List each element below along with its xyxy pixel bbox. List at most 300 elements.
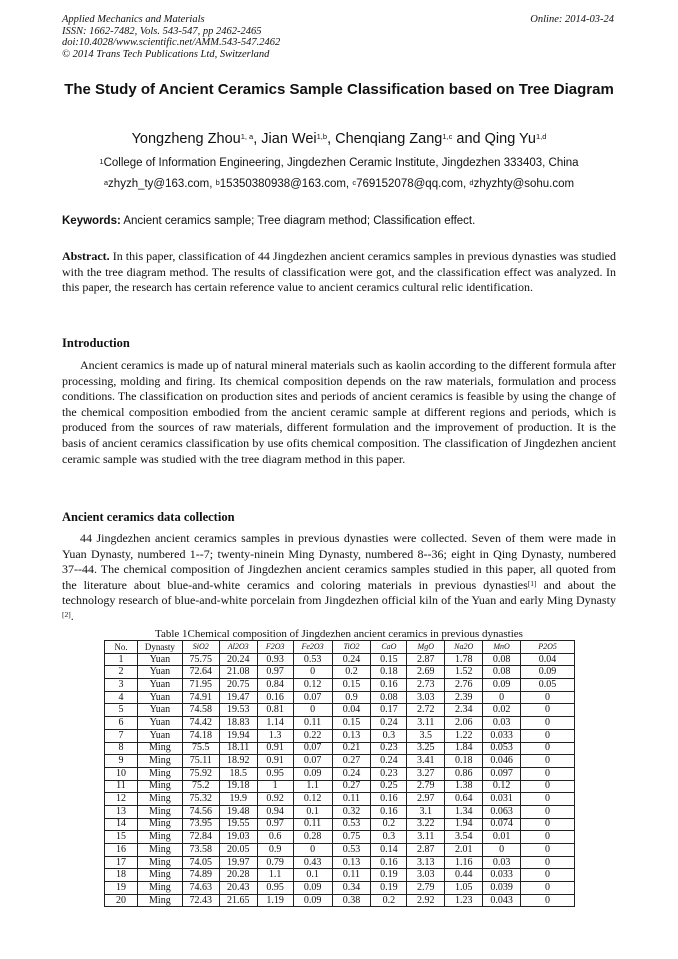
table-row (105, 767, 575, 780)
abstract: Abstract. In this paper, classification of 44 Jingdezhen ancient ceramics samples in previous dynasties was studied with the tree diagram method. The results of classification were got, and the classification effect was analyzed. In this paper, the research has certain reference value to ancient ceramics cultural relic identification. (62, 249, 616, 295)
table-cell: 0.04 (521, 653, 575, 666)
table-cell: 0.033 (483, 729, 521, 742)
author-affiliation-mark: 1,c (442, 132, 453, 141)
table-cell: 18.92 (219, 755, 257, 768)
table-cell: 3.13 (407, 856, 445, 869)
table-cell: 0.16 (371, 793, 407, 806)
table-cell: 0.2 (371, 894, 407, 907)
table-cell: Ming (137, 831, 182, 844)
keywords-label: Keywords: (62, 215, 121, 227)
table-cell: 1.38 (445, 780, 483, 793)
table-cell: 0.08 (483, 653, 521, 666)
table-row (105, 882, 575, 895)
table-cell: 0.9 (257, 844, 293, 857)
table-row (105, 894, 575, 907)
table-cell: 0.34 (332, 882, 371, 895)
table-cell: Yuan (137, 729, 182, 742)
table-cell: 0.13 (332, 856, 371, 869)
table-cell: 72.43 (182, 894, 219, 907)
table-cell: 2.73 (407, 679, 445, 692)
table-cell: 0.21 (332, 742, 371, 755)
table-cell: 0.07 (293, 691, 332, 704)
table-row (105, 869, 575, 882)
table-cell: 0.12 (293, 793, 332, 806)
citation-ref[interactable]: [2] (62, 609, 71, 619)
data-collection-paragraph: 44 Jingdezhen ancient ceramics samples in previous dynasties were collected. Seven of them were made in Yuan Dynasty, numbered 1--7; twenty-ninein Ming Dynasty, numbered 8--36; eight in Qing Dynasty, numbered 37--44. The chemical composition of Jingdezhen ancient ceramics samples studied in this paper, all quoted from the literature about blue-and-white ceramics and coloring materials in previous dynasties[1] and about the technology research of blue-and-white porcelain from Jingdezhen official kiln of the Yuan and early Ming Dynasty [2]. (62, 531, 616, 623)
table-cell: Yuan (137, 691, 182, 704)
table-cell: 75.2 (182, 780, 219, 793)
table-cell: 2 (105, 666, 138, 679)
table-cell: 0.94 (257, 805, 293, 818)
table-row (105, 844, 575, 857)
table-cell: 75.11 (182, 755, 219, 768)
column-header: SiO2 (182, 641, 219, 654)
author-affiliation-mark: 1,b (316, 132, 328, 141)
table-cell: 0 (521, 894, 575, 907)
table-cell: 0.09 (521, 666, 575, 679)
table-cell: 0.24 (371, 717, 407, 730)
author-emails: $^a$zhyzh_ty@163.com, $^b$15350380938@163.com, $^c$769152078@qq.com, $^d$zhyzhty@sohu.com (103, 178, 575, 190)
author-affiliation-mark: 1, a (240, 132, 254, 141)
email-link[interactable]: 15350380938@163.com (219, 178, 346, 190)
author-name: Jian Wei (261, 131, 317, 147)
table-cell: 1.23 (445, 894, 483, 907)
table-row (105, 805, 575, 818)
table-cell: 3.03 (407, 869, 445, 882)
table-cell: 4 (105, 691, 138, 704)
table-cell: 12 (105, 793, 138, 806)
issn-line: ISSN: 1662-7482, Vols. 543-547, pp 2462-2465 (62, 25, 262, 37)
table-cell: 0.53 (293, 653, 332, 666)
table-cell: Ming (137, 742, 182, 755)
table-cell: 0.11 (293, 717, 332, 730)
author-name: Yongzheng Zhou (131, 131, 241, 147)
table-row (105, 793, 575, 806)
table-cell: 0.07 (293, 742, 332, 755)
table-cell: 19.47 (219, 691, 257, 704)
table-cell: Yuan (137, 679, 182, 692)
abstract-label: Abstract. (62, 249, 110, 263)
table-cell: 0.03 (483, 717, 521, 730)
table-row (105, 755, 575, 768)
column-header: Fe2O3 (293, 641, 332, 654)
table-cell: 11 (105, 780, 138, 793)
table-cell: 2.34 (445, 704, 483, 717)
table-cell: 75.92 (182, 767, 219, 780)
table-cell: 18.5 (219, 767, 257, 780)
table-cell: 74.05 (182, 856, 219, 869)
table-row (105, 856, 575, 869)
email-link[interactable]: 769152078@qq.com (356, 178, 464, 190)
table-cell: 0.93 (257, 653, 293, 666)
table-row (105, 691, 575, 704)
table-cell: 0.3 (371, 729, 407, 742)
table-cell: 0.9 (332, 691, 371, 704)
table-cell: 1.78 (445, 653, 483, 666)
affiliation: $^1$College of Information Engineering, Jingdezhen Ceramic Institute, Jingdezhen 333403, China (99, 157, 579, 169)
table-row (105, 653, 575, 666)
table-cell: 19.53 (219, 704, 257, 717)
table-cell: 0 (521, 882, 575, 895)
table-cell: 0.033 (483, 869, 521, 882)
table-cell: 0.24 (371, 755, 407, 768)
table-cell: 1 (105, 653, 138, 666)
table-cell: 0.19 (371, 882, 407, 895)
table-cell: 0 (483, 691, 521, 704)
table-cell: 2.06 (445, 717, 483, 730)
column-header: TiO2 (332, 641, 371, 654)
table-cell: 74.56 (182, 805, 219, 818)
table-cell: 13 (105, 805, 138, 818)
table-cell: 1.19 (257, 894, 293, 907)
column-header: Dynasty (137, 641, 182, 654)
table-cell: 0.09 (293, 882, 332, 895)
table-cell: 1 (257, 780, 293, 793)
table-cell: 19.97 (219, 856, 257, 869)
table-cell: 0 (521, 831, 575, 844)
paper-title: The Study of Ancient Ceramics Sample Classification based on Tree Diagram (64, 81, 614, 98)
table-cell: 0.04 (332, 704, 371, 717)
table-cell: 0.23 (371, 742, 407, 755)
table-cell: 3.25 (407, 742, 445, 755)
table-cell: Ming (137, 780, 182, 793)
table-row (105, 742, 575, 755)
table-row (105, 679, 575, 692)
table-cell: 0.84 (257, 679, 293, 692)
table-cell: 3 (105, 679, 138, 692)
table-cell: 1.34 (445, 805, 483, 818)
table-cell: 1.22 (445, 729, 483, 742)
table-cell: 1.52 (445, 666, 483, 679)
table-cell: 20.43 (219, 882, 257, 895)
table-cell: 0.16 (371, 679, 407, 692)
table-cell: 21.65 (219, 894, 257, 907)
table-cell: 75.32 (182, 793, 219, 806)
column-header: MgO (407, 641, 445, 654)
table-cell: 0.95 (257, 767, 293, 780)
table-cell: Ming (137, 882, 182, 895)
table-cell: 8 (105, 742, 138, 755)
table-cell: 74.18 (182, 729, 219, 742)
table-cell: Yuan (137, 653, 182, 666)
table-caption: Table 1Chemical composition of Jingdezhen ancient ceramics in previous dynasties (155, 628, 523, 640)
table-cell: 16 (105, 844, 138, 857)
table-cell: 71.95 (182, 679, 219, 692)
table-cell: 0.23 (371, 767, 407, 780)
table-cell: 0 (521, 755, 575, 768)
table-cell: 18 (105, 869, 138, 882)
table-cell: 0.15 (371, 653, 407, 666)
column-header: CaO (371, 641, 407, 654)
journal-header (62, 14, 280, 60)
table-cell: 20 (105, 894, 138, 907)
table-cell: 19.55 (219, 818, 257, 831)
table-cell: 18.83 (219, 717, 257, 730)
table-cell: 0.08 (483, 666, 521, 679)
table-cell: 1.84 (445, 742, 483, 755)
table-cell: 0.91 (257, 742, 293, 755)
table-cell: 0.92 (257, 793, 293, 806)
table-cell: 2.97 (407, 793, 445, 806)
section-heading-data-collection: Ancient ceramics data collection (62, 510, 235, 524)
table-cell: 0.53 (332, 818, 371, 831)
table-cell: 0.24 (332, 767, 371, 780)
table-cell: 7 (105, 729, 138, 742)
table-cell: 19.9 (219, 793, 257, 806)
table-cell: 20.24 (219, 653, 257, 666)
table-cell: 0 (521, 780, 575, 793)
table-cell: 0 (521, 856, 575, 869)
table-cell: 2.79 (407, 882, 445, 895)
table-cell: 0.91 (257, 755, 293, 768)
table-cell: 0.05 (521, 679, 575, 692)
table-cell: 0.18 (371, 666, 407, 679)
table-cell: 21.08 (219, 666, 257, 679)
table-cell: 0.12 (483, 780, 521, 793)
table-cell: 5 (105, 704, 138, 717)
table-cell: 2.39 (445, 691, 483, 704)
table-cell: 0 (521, 818, 575, 831)
table-cell: 0 (293, 704, 332, 717)
table-cell: 0.19 (371, 869, 407, 882)
table-cell: Ming (137, 805, 182, 818)
table-cell: 19 (105, 882, 138, 895)
table-cell: 20.05 (219, 844, 257, 857)
column-header: Na2O (445, 641, 483, 654)
table-cell: 19.03 (219, 831, 257, 844)
column-header: Al2O3 (219, 641, 257, 654)
email-link[interactable]: zhyzhty@sohu.com (473, 178, 575, 190)
keywords: Keywords: Ancient ceramics sample; Tree diagram method; Classification effect. (62, 215, 476, 227)
table-cell: Ming (137, 755, 182, 768)
table-cell: 0 (521, 742, 575, 755)
table-cell: 2.69 (407, 666, 445, 679)
table-cell: 0.09 (293, 894, 332, 907)
table-cell: 0.03 (483, 856, 521, 869)
table-cell: 0 (293, 844, 332, 857)
table-cell: 0.81 (257, 704, 293, 717)
table-cell: 0 (521, 805, 575, 818)
table-cell: 0.3 (371, 831, 407, 844)
table-cell: 0.86 (445, 767, 483, 780)
table-cell: 0.14 (371, 844, 407, 857)
table-cell: 0.15 (332, 717, 371, 730)
table-row (105, 818, 575, 831)
table-cell: 0.031 (483, 793, 521, 806)
table-cell: Ming (137, 767, 182, 780)
table-cell: 0.01 (483, 831, 521, 844)
table-cell: 19.18 (219, 780, 257, 793)
table-cell: 0 (483, 844, 521, 857)
email-link[interactable]: zhyzh_ty@163.com (108, 178, 210, 190)
table-cell: 2.01 (445, 844, 483, 857)
table-cell: 0.12 (293, 679, 332, 692)
column-header: No. (105, 641, 138, 654)
table-cell: 0.28 (293, 831, 332, 844)
table-cell: 14 (105, 818, 138, 831)
table-cell: 2.87 (407, 844, 445, 857)
citation-ref[interactable]: [1] (527, 578, 537, 588)
doi-line: doi:10.4028/www.scientific.net/AMM.543-547.2462 (62, 37, 281, 48)
copyright-line: © 2014 Trans Tech Publications Ltd, Switzerland (62, 48, 270, 60)
table-cell: 3.22 (407, 818, 445, 831)
table-cell: 3.1 (407, 805, 445, 818)
table-cell: 1.1 (293, 780, 332, 793)
table-cell: 0.2 (332, 666, 371, 679)
table-cell: 3.5 (407, 729, 445, 742)
table-cell: 0.43 (293, 856, 332, 869)
table-cell: 2.92 (407, 894, 445, 907)
table-cell: 0 (521, 767, 575, 780)
composition-table (104, 640, 575, 907)
table-cell: 3.11 (407, 831, 445, 844)
table-cell: 0.16 (371, 805, 407, 818)
table-cell: 74.63 (182, 882, 219, 895)
table-cell: 0.08 (371, 691, 407, 704)
table-cell: 0.1 (293, 805, 332, 818)
table-cell: 2.72 (407, 704, 445, 717)
table-cell: 0.24 (332, 653, 371, 666)
column-header: F2O3 (257, 641, 293, 654)
table-cell: Yuan (137, 704, 182, 717)
table-cell: 0 (521, 793, 575, 806)
table-cell: 0.063 (483, 805, 521, 818)
table-cell: 2.87 (407, 653, 445, 666)
table-cell: 75.5 (182, 742, 219, 755)
table-cell: 74.89 (182, 869, 219, 882)
table-cell: 1.05 (445, 882, 483, 895)
table-cell: 3.54 (445, 831, 483, 844)
table-cell: 0.27 (332, 780, 371, 793)
table-cell: 0.16 (257, 691, 293, 704)
table-row (105, 704, 575, 717)
table-cell: 0.32 (332, 805, 371, 818)
table-cell: 0.074 (483, 818, 521, 831)
table-cell: 0.38 (332, 894, 371, 907)
table-cell: 1.14 (257, 717, 293, 730)
author-affiliation-mark: 1,d (535, 132, 547, 141)
table-cell: 0 (521, 717, 575, 730)
table-cell: 0.09 (483, 679, 521, 692)
table-cell: 0.13 (332, 729, 371, 742)
table-cell: 0.15 (332, 679, 371, 692)
table-cell: Ming (137, 894, 182, 907)
table-cell: 2.79 (407, 780, 445, 793)
table-cell: 0.17 (371, 704, 407, 717)
table-cell: 74.91 (182, 691, 219, 704)
table-cell: 0.44 (445, 869, 483, 882)
table-cell: 0.18 (445, 755, 483, 768)
table-cell: 18.11 (219, 742, 257, 755)
table-cell: 0.043 (483, 894, 521, 907)
table-row (105, 780, 575, 793)
table-cell: 0.25 (371, 780, 407, 793)
table-cell: 1.16 (445, 856, 483, 869)
table-cell: 3.27 (407, 767, 445, 780)
introduction-paragraph: Ancient ceramics is made up of natural mineral materials such as kaolin according to the different formula after processing, molding and firing. Its chemical composition depends on the raw materials, formulation and process conditions. The classification on production sites and periods of ancient ceramics is feasible by using the change of the chemical composition embodied from the ancient ceramic sample at different regions and periods, which is produced from the sources of raw materials, different formulation and the improvement of production. It is the basis of ancient ceramics classification by use ofits chemical composition. The classification of Jingdezhen ancient ceramic sample was studied with the tree diagram method in this paper. (62, 358, 616, 466)
table-cell: 15 (105, 831, 138, 844)
table-cell: 0.11 (332, 793, 371, 806)
table-cell: 6 (105, 717, 138, 730)
author-list: Yongzheng Zhou$^{1, a}$, Jian Wei$^{1,b}$, Chenqiang Zang$^{1,c}$ and Qing Yu$^{1,d}$ (131, 131, 547, 147)
table-cell: 75.75 (182, 653, 219, 666)
table-cell: 1.94 (445, 818, 483, 831)
table-cell: 0.27 (332, 755, 371, 768)
author-name: Chenqiang Zang (335, 131, 443, 147)
table-row (105, 666, 575, 679)
journal-name: Applied Mechanics and Materials (62, 14, 205, 25)
table-cell: 0 (521, 869, 575, 882)
table-cell: 20.28 (219, 869, 257, 882)
table-cell: 0.64 (445, 793, 483, 806)
table-cell: 9 (105, 755, 138, 768)
table-cell: 0.97 (257, 666, 293, 679)
table-cell: 72.64 (182, 666, 219, 679)
table-cell: 0.97 (257, 818, 293, 831)
table-cell: 0.097 (483, 767, 521, 780)
table-cell: 74.42 (182, 717, 219, 730)
table-cell: 2.76 (445, 679, 483, 692)
table-cell: 0.07 (293, 755, 332, 768)
table-cell: 0.95 (257, 882, 293, 895)
table-cell: 3.41 (407, 755, 445, 768)
table-cell: Yuan (137, 717, 182, 730)
table-cell: Ming (137, 869, 182, 882)
table-cell: 0.1 (293, 869, 332, 882)
table-cell: 1.3 (257, 729, 293, 742)
table-cell: 19.48 (219, 805, 257, 818)
table-cell: 19.94 (219, 729, 257, 742)
table-cell: Ming (137, 818, 182, 831)
section-heading-introduction: Introduction (62, 336, 130, 350)
table-cell: 0 (521, 691, 575, 704)
table-row (105, 729, 575, 742)
table-cell: 3.11 (407, 717, 445, 730)
author-name: Qing Yu (484, 131, 536, 147)
table-cell: 74.58 (182, 704, 219, 717)
table-cell: 0.22 (293, 729, 332, 742)
table-cell: 0.16 (371, 856, 407, 869)
table-cell: 0 (521, 704, 575, 717)
table-cell: Ming (137, 844, 182, 857)
table-cell: 0.79 (257, 856, 293, 869)
table-cell: 0.6 (257, 831, 293, 844)
table-cell: 0.75 (332, 831, 371, 844)
table-cell: Ming (137, 793, 182, 806)
table-cell: 0.053 (483, 742, 521, 755)
table-cell: 1.1 (257, 869, 293, 882)
table-header-row (105, 641, 575, 654)
table-cell: 0.11 (332, 869, 371, 882)
table-cell: Ming (137, 856, 182, 869)
table-cell: 0 (521, 729, 575, 742)
table-cell: 17 (105, 856, 138, 869)
table-cell: 0.2 (371, 818, 407, 831)
table-cell: 72.84 (182, 831, 219, 844)
column-header: P2O5 (521, 641, 575, 654)
table-cell: 0.046 (483, 755, 521, 768)
table-cell: 0.09 (293, 767, 332, 780)
table-cell: 0.53 (332, 844, 371, 857)
table-cell: 20.75 (219, 679, 257, 692)
table-row (105, 831, 575, 844)
table-row (105, 717, 575, 730)
table-cell: 73.58 (182, 844, 219, 857)
table-cell: 0 (521, 844, 575, 857)
online-date: Online: 2014-03-24 (530, 14, 614, 25)
table-cell: 73.95 (182, 818, 219, 831)
table-cell: 0 (293, 666, 332, 679)
